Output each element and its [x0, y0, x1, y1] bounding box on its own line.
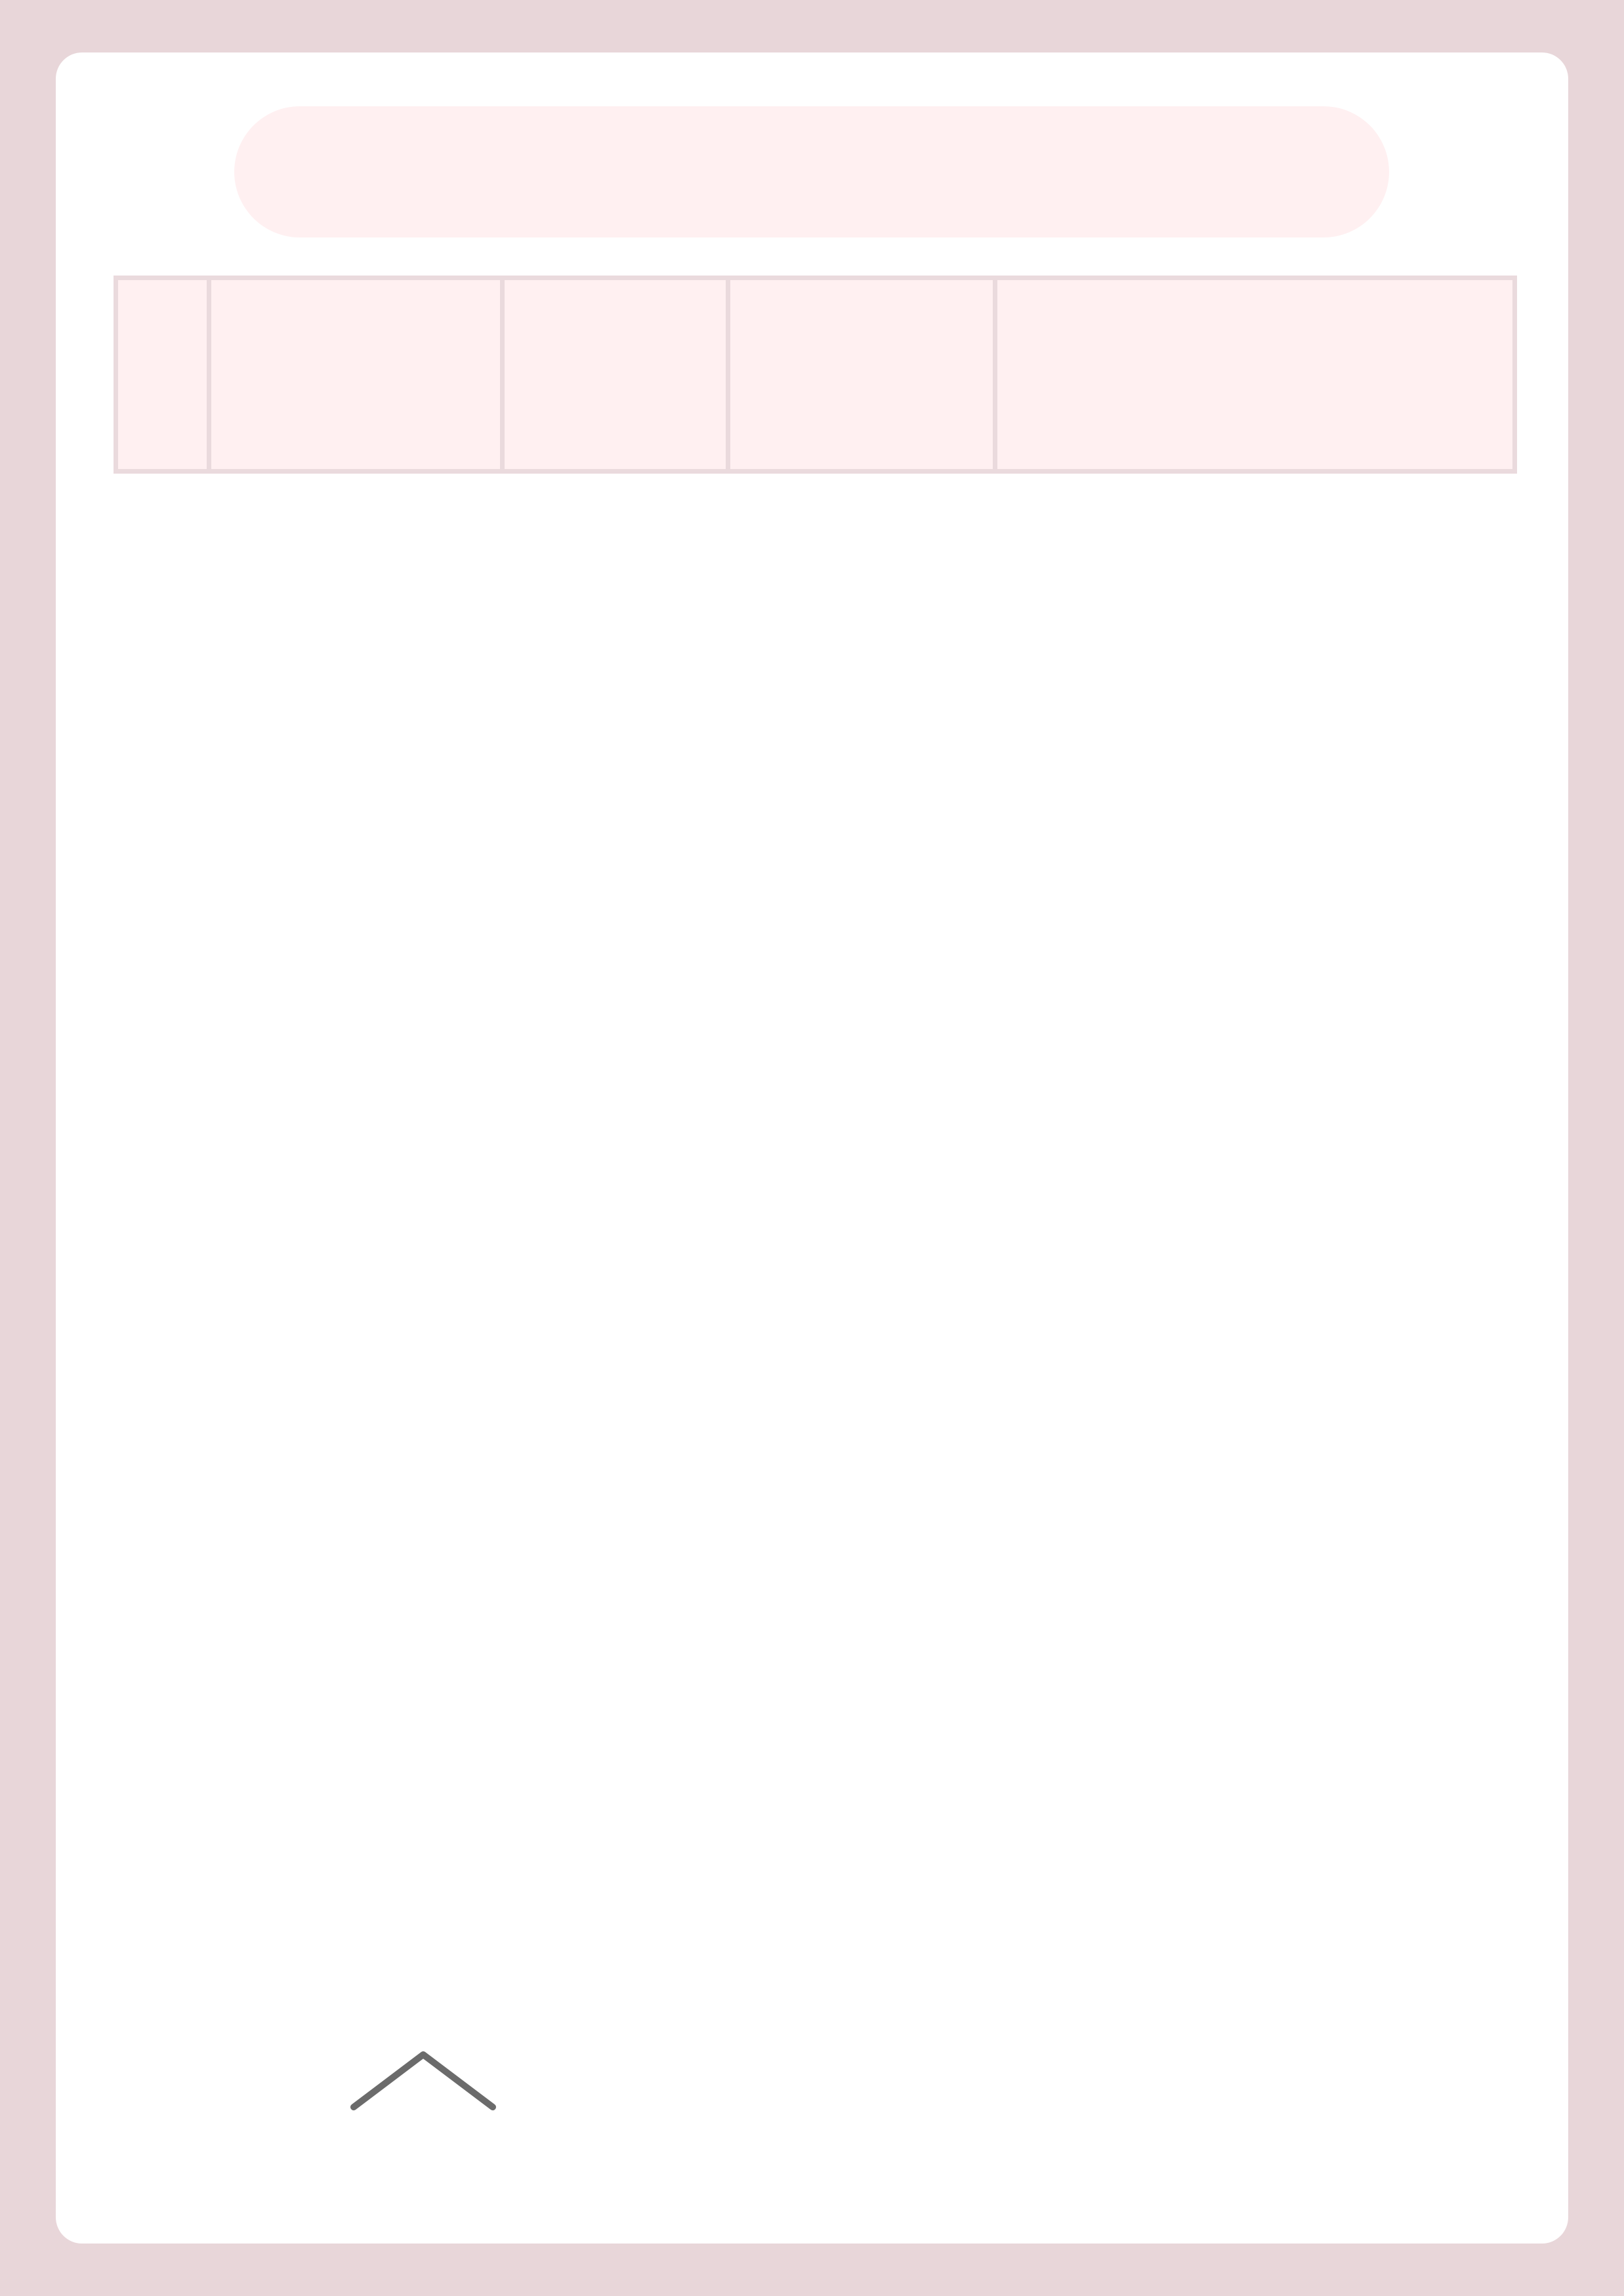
table-header-row	[116, 278, 1515, 472]
house-logo-icon	[344, 2047, 502, 2198]
header-date-time	[209, 278, 503, 472]
program-schedule-table	[114, 276, 1517, 474]
footer	[344, 2040, 554, 2204]
header-capacity	[503, 278, 728, 472]
header-program	[995, 278, 1515, 472]
poster-card	[56, 52, 1568, 2244]
page-title	[234, 106, 1389, 237]
header-month	[116, 278, 209, 472]
header-place	[728, 278, 995, 472]
